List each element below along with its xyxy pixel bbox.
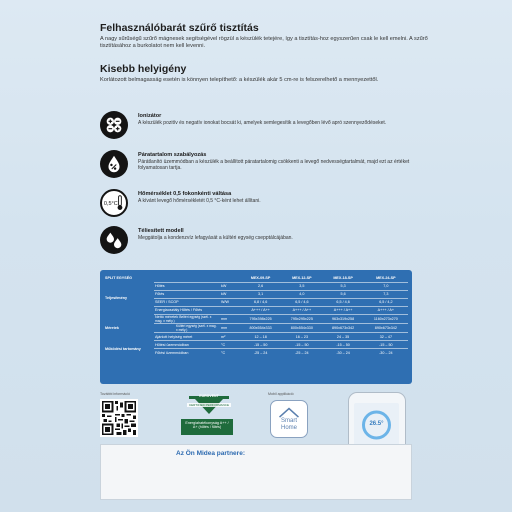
table-unit: kW [220, 290, 240, 298]
table-row-label: Kültéri egység (szél. x mag. x mély.) [154, 323, 220, 332]
table-cell: A+++ / A++ [281, 306, 322, 314]
table-cell: A+++ / A+ [364, 306, 408, 314]
feature-ionizer [100, 111, 420, 141]
table-row-label [154, 314, 220, 323]
table-cell: -15 – 50 [322, 341, 363, 349]
table-row-label: Fűtés [154, 290, 220, 298]
feature-title: Ionizátor [138, 113, 162, 119]
partner-title: Az Ön Midea partnere: [176, 450, 245, 457]
table-group-label: Működési tartomány [105, 346, 141, 351]
table-header-cell [220, 274, 240, 282]
table-cell: 795x398x225 [240, 314, 281, 323]
table-unit: °C [220, 349, 240, 357]
table-cell: 5,3 [322, 282, 363, 290]
home-text: Home [280, 425, 297, 431]
feature-text: Meggátolja a kondenzvíz lefagyását a kültéri egység csepptálcájában. [138, 235, 293, 241]
table-header-cell: MEX-09-SP [250, 275, 271, 280]
table-cell: 6,5 / 4,6 [281, 298, 322, 306]
table-sublabel: Nettó méretek [155, 314, 179, 319]
feature-text: Párátlanító üzemmódban a készülék a beállított páratartalomig csökkenti a levegő nedvességtartalmát, majd ezt az értéket folyamatosan tartja. [138, 159, 410, 172]
table-cell: -30 – 24 [322, 349, 363, 357]
thermometer-icon [100, 189, 128, 217]
table-cell: 16 – 23 [281, 332, 322, 340]
feature-title: Páratartalom szabályozás [138, 152, 207, 158]
eurovent-top-text: EUROVENT [199, 394, 219, 398]
feature-title: Téliesített modell [138, 228, 184, 234]
table-cell: 795x295x225 [281, 314, 322, 323]
filter-text: A nagy sűrűségű szűrő mágnesek segítségével rögzül a készülék tetejére, így a tisztítás-hoz egyszerűen csak le kell emelni. A szűrő tisztításához a burkolatot nem kell levenni. [100, 36, 428, 49]
filter-title: Felhasználóbarát szűrő tisztítás [100, 22, 259, 34]
space-text: Korlátozott belmagasság esetén is könnyen telepíthető: a készülék akár 5 cm-re is felszerelhető a mennyezettől. [100, 77, 379, 83]
table-cell: -15 – 50 [281, 341, 322, 349]
table-cell: 800x554x330 [281, 323, 322, 332]
table-group-label: Méretek [105, 325, 119, 330]
partner-box [100, 444, 412, 500]
table-cell: 5,6 [322, 290, 363, 298]
table-cell: -15 – 50 [364, 341, 408, 349]
table-cell: 6,8 / 4,6 [240, 298, 281, 306]
table-cell: 890x673x342 [364, 323, 408, 332]
table-unit: kW [220, 282, 240, 290]
space-section [100, 63, 430, 84]
table-header-cell: SPLIT EGYSÉG [105, 276, 133, 281]
filter-section [100, 22, 430, 50]
table-row-label: Energiaosztály Hűtés / Fűtés [154, 306, 220, 314]
smart-home-app-icon[interactable] [270, 400, 308, 438]
spec-table [100, 270, 412, 384]
table-cell: 3,1 [240, 290, 281, 298]
qr-code[interactable] [100, 399, 138, 437]
table-unit [220, 306, 240, 314]
table-cell: 7,3 [364, 290, 408, 298]
feature-title: Hőmérséklet 0,5 fokonkénti váltása [138, 191, 232, 197]
more-info-label: További információ [100, 392, 130, 396]
drops-icon [100, 226, 128, 254]
table-cell: A+++ / A++ [240, 306, 281, 314]
table-cell: 6,5 / 4,6 [322, 298, 363, 306]
table-cell: -30 – 24 [364, 349, 408, 357]
table-header-cell: MEX-12-SP [292, 275, 312, 280]
table-unit: m² [220, 332, 240, 340]
phone-temperature: 26.5° [369, 421, 384, 427]
feature-temperature [100, 189, 420, 219]
feature-text: A készülék pozitív és negatív ionokat bocsát ki, amelyek semlegesítik a levegőben lévő apró szennyeződéseket. [138, 120, 387, 126]
svg-text:0,5°C: 0,5°C [103, 200, 118, 207]
table-cell: A+++ / A++ [322, 306, 363, 314]
smart-text: Smart [280, 418, 297, 424]
table-header-row [104, 274, 408, 282]
table-cell: -15 – 50 [240, 341, 281, 349]
space-title: Kisebb helyigény [100, 63, 187, 75]
table-unit: mm [220, 314, 240, 323]
table-unit: W/W [220, 298, 240, 306]
ionizer-icon [100, 111, 128, 139]
mobile-app-label: Mobil applikáció [268, 392, 294, 396]
table-cell: 2,6 [240, 282, 281, 290]
table-header-cell [154, 274, 220, 282]
table-cell: 7,0 [364, 282, 408, 290]
table-unit: °C [220, 341, 240, 349]
table-row-label: Hűtés [154, 282, 220, 290]
energy-label: Energiahatékonyság A++ / A+ (hűtés / fűtés) [181, 419, 233, 435]
table-row-label: Ajánlott helyiség méret [154, 332, 220, 340]
table-row-sublabel: Beltéri egység (szél. x mag. x mély.) [155, 314, 212, 323]
table-unit: mm [220, 323, 240, 332]
table-cell: 12 – 18 [240, 332, 281, 340]
table-cell: 800x554x333 [240, 323, 281, 332]
table-cell: 6,5 / 4,2 [364, 298, 408, 306]
table-header-cell: MEX-24-SP [376, 275, 396, 280]
eurovent-badge [181, 394, 237, 418]
table-row [104, 314, 408, 323]
table-row-label: Hűtési üzemmódban [154, 341, 220, 349]
table-header-cell: MEX-18-SP [333, 275, 353, 280]
table-cell: 1160x273x270 [364, 314, 408, 323]
table-row-label: SEER / SCOP [154, 298, 220, 306]
table-cell: 3,5 [281, 282, 322, 290]
eurovent-bottom-text: CERTIFIED PERFORMANCE [189, 403, 229, 407]
table-cell: 4,0 [281, 290, 322, 298]
table-row-label: Fűtési üzemmódban [154, 349, 220, 357]
table-cell: 32 – 47 [364, 332, 408, 340]
table-row [104, 282, 408, 290]
table-cell: -25 – 24 [240, 349, 281, 357]
feature-humidity [100, 150, 420, 180]
feature-winter [100, 226, 420, 256]
table-group-label: Teljesítmény [105, 296, 128, 301]
table-cell: 963x319x258 [322, 314, 363, 323]
humidity-icon [100, 150, 128, 178]
table-cell: 890x673x342 [322, 323, 363, 332]
table-cell: 24 – 35 [322, 332, 363, 340]
table-cell: -25 – 24 [281, 349, 322, 357]
table-row [104, 341, 408, 349]
feature-text: A kívánt levegő hőmérsékletét 0,5 °C-ként lehet állítani. [138, 198, 261, 204]
